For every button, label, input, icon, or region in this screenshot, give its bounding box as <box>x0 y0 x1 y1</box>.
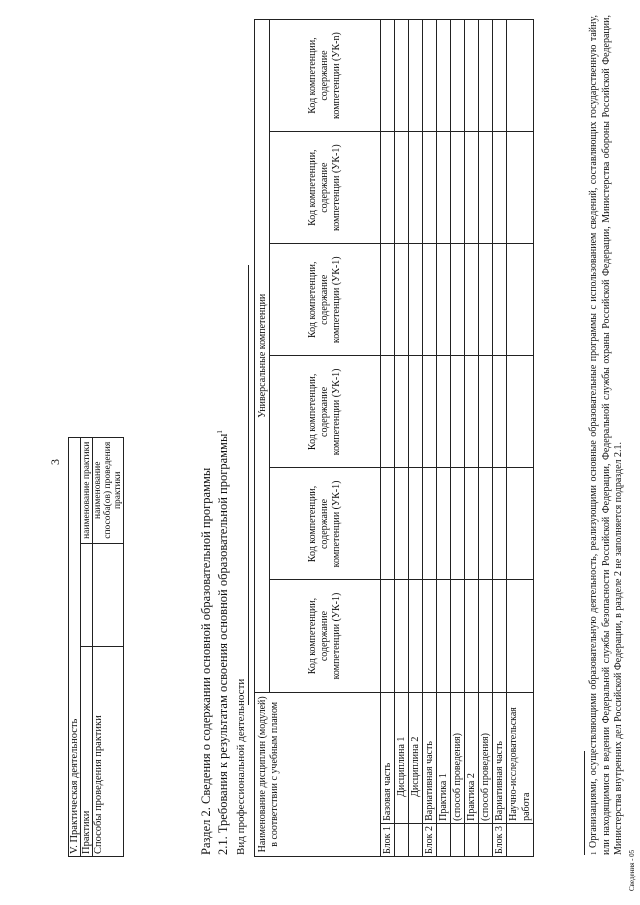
competency-cell <box>423 244 437 356</box>
competency-cell <box>507 580 534 692</box>
competency-cell <box>507 20 534 132</box>
competency-cell <box>409 356 423 468</box>
competency-cell <box>437 132 451 244</box>
competency-cell <box>437 244 451 356</box>
competency-cell <box>493 580 507 692</box>
competency-cell <box>423 356 437 468</box>
competency-cell <box>465 580 479 692</box>
discipline-cell: Вариативная часть <box>493 692 507 823</box>
competency-cell <box>423 580 437 692</box>
table-row <box>507 20 534 857</box>
competency-header: Код компетенции, содержание компетенции (УК-1) <box>270 580 381 692</box>
block-cell: Блок 2 <box>423 823 437 856</box>
competency-header: Код компетенции, содержание компетенции (УК-n) <box>270 20 381 132</box>
competency-cell <box>507 244 534 356</box>
practice-section-title: V. Практическая деятельность <box>69 438 81 857</box>
block-cell <box>479 823 493 856</box>
competency-cell <box>479 132 493 244</box>
competency-cell <box>493 244 507 356</box>
competency-cell <box>423 20 437 132</box>
block-cell: Блок 1 <box>381 823 395 856</box>
competency-cell <box>381 20 395 132</box>
practice-table <box>68 437 124 857</box>
competency-cell <box>381 244 395 356</box>
competency-cell <box>479 356 493 468</box>
competency-cell <box>465 20 479 132</box>
discipline-cell: Вариативная часть <box>423 692 437 823</box>
block-cell <box>507 823 534 856</box>
page-number: 3 <box>48 459 62 465</box>
competency-cell <box>451 356 465 468</box>
block-cell <box>451 823 465 856</box>
block-cell: Блок 3 <box>493 823 507 856</box>
section2-subtitle <box>216 430 231 855</box>
competency-cell <box>423 132 437 244</box>
competency-cell <box>493 132 507 244</box>
competency-header: Код компетенции, содержание компетенции (УК-1) <box>270 468 381 580</box>
competency-cell <box>395 356 409 468</box>
footnote-ref: 1 <box>216 430 224 434</box>
competency-cell <box>437 356 451 468</box>
footnote-separator <box>584 751 585 855</box>
block-cell <box>437 823 451 856</box>
activity-underline <box>248 265 249 705</box>
competency-cell <box>493 468 507 580</box>
competency-cell <box>479 20 493 132</box>
competency-cell <box>507 132 534 244</box>
practice-row-label: Практики <box>81 647 93 857</box>
requirements-table <box>254 19 534 857</box>
practice-method-spacer <box>93 543 124 647</box>
table-row <box>465 20 479 857</box>
competency-cell <box>465 356 479 468</box>
competency-cell <box>409 244 423 356</box>
block-cell <box>409 823 423 856</box>
competency-cell <box>479 580 493 692</box>
competency-header: Код компетенции, содержание компетенции (УК-1) <box>270 132 381 244</box>
competency-cell <box>451 580 465 692</box>
competency-cell <box>465 468 479 580</box>
competency-cell <box>395 244 409 356</box>
table-row <box>493 20 507 857</box>
competency-cell <box>451 20 465 132</box>
discipline-cell: Базовая часть <box>381 692 395 823</box>
table-row <box>395 20 409 857</box>
competency-cell <box>465 132 479 244</box>
practice-row-spacer <box>81 543 93 647</box>
competency-cell <box>493 356 507 468</box>
table-row <box>381 20 395 857</box>
block-cell <box>465 823 479 856</box>
competency-cell <box>451 468 465 580</box>
table-row <box>409 20 423 857</box>
competency-cell <box>451 132 465 244</box>
competency-cell <box>409 132 423 244</box>
competency-cell <box>437 468 451 580</box>
footer-code: Сведения - 05 <box>628 849 636 891</box>
footnote-mark: 1 <box>590 851 598 855</box>
discipline-cell: (способ проведения) <box>479 692 493 823</box>
activity-label: Вид профессиональной деятельности <box>235 678 247 855</box>
competency-cell <box>423 468 437 580</box>
discipline-cell: Практика 2 <box>465 692 479 823</box>
competency-cell <box>381 468 395 580</box>
competency-cell <box>437 20 451 132</box>
section2-title: Раздел 2. Сведения о содержании основной образовательной программы <box>199 467 213 855</box>
table-row <box>437 20 451 857</box>
competency-cell <box>507 356 534 468</box>
competency-cell <box>381 132 395 244</box>
competency-header: Код компетенции, содержание компетенции (УК-1) <box>270 356 381 468</box>
table-row <box>479 20 493 857</box>
competency-cell <box>409 468 423 580</box>
practice-method-value: наименование способа(ов) проведения практики <box>93 438 124 544</box>
section2-subtitle-text: 2.1. Требования к результатам освоения основной образовательной программы <box>216 433 230 855</box>
footnote <box>588 15 626 855</box>
competency-cell <box>381 580 395 692</box>
discipline-cell: (способ проведения) <box>451 692 465 823</box>
competency-cell <box>465 244 479 356</box>
competency-cell <box>409 20 423 132</box>
practice-row-value: наименование практики <box>81 438 93 544</box>
block-cell <box>395 823 409 856</box>
competency-header: Код компетенции, содержание компетенции (УК-1) <box>270 244 381 356</box>
footnote-text: Организациями, осуществляющими образовательную деятельность, реализующими основные образовательные программы с использованием сведений, составляющих государственную тайну, или находящимися в ведении Федеральной службы безопасности Российской Федерации, Федеральной службы охраны Российской Федерации, Министерства обороны Российской Федерации, Министерства внутренних дел Российской Федерации, в разделе 2 не заполняется подраздел 2.1. <box>588 14 624 855</box>
universal-competencies-header: Универсальные компетенции <box>255 20 270 693</box>
table-row <box>423 20 437 857</box>
discipline-cell: Дисциплина 2 <box>409 692 423 823</box>
requirements-body <box>381 20 534 857</box>
discipline-cell: Практика 1 <box>437 692 451 823</box>
competency-cell <box>395 580 409 692</box>
table-row <box>451 20 465 857</box>
disciplines-header: Наименование дисциплин (модулей) в соответствии с учебным планом <box>255 692 381 856</box>
competency-cell <box>395 468 409 580</box>
competency-cell <box>437 580 451 692</box>
practice-method-label: Способы проведения практики <box>93 647 124 857</box>
competency-cell <box>451 244 465 356</box>
competency-cell <box>507 468 534 580</box>
competency-cell <box>395 132 409 244</box>
competency-cell <box>409 580 423 692</box>
discipline-cell: Дисциплина 1 <box>395 692 409 823</box>
competency-cell <box>479 244 493 356</box>
competency-cell <box>381 356 395 468</box>
competency-cell <box>493 20 507 132</box>
competency-cell <box>479 468 493 580</box>
discipline-cell: Научно-исследовательская работа <box>507 692 534 823</box>
competency-cell <box>395 20 409 132</box>
